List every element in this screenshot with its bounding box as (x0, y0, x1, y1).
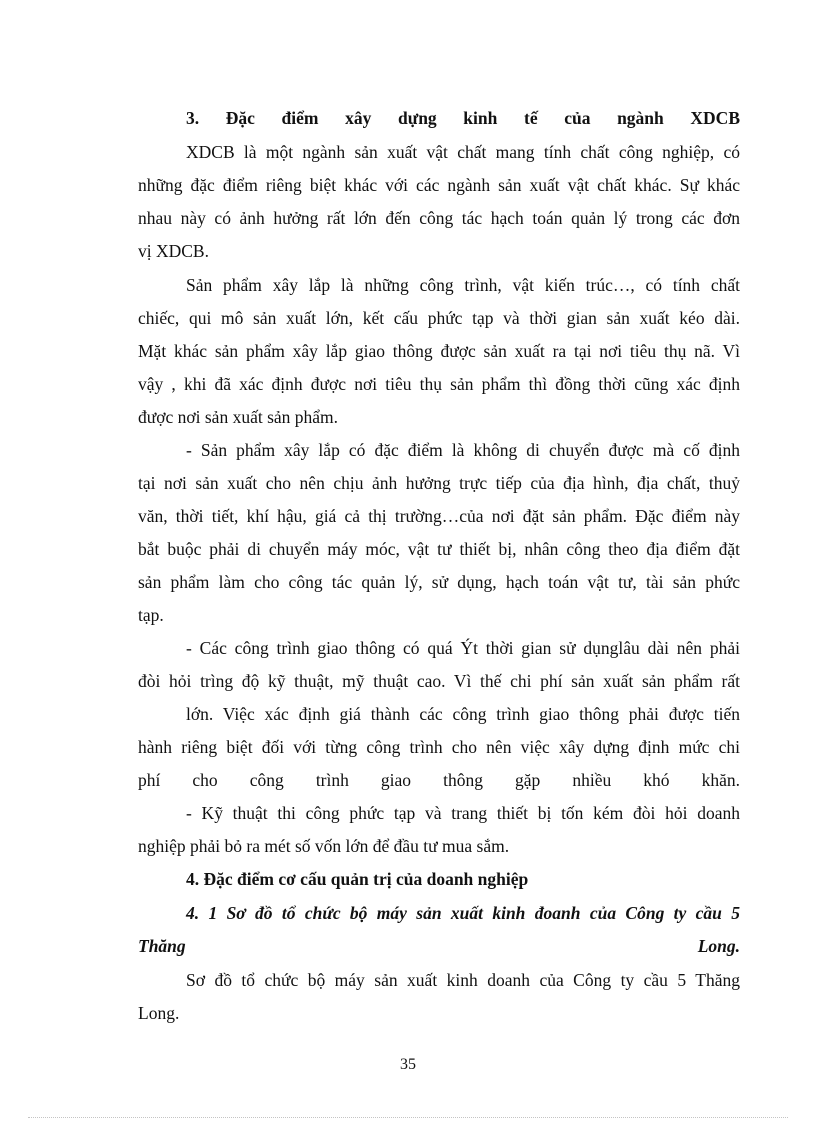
page-number: 35 (400, 1056, 416, 1073)
section-heading-3: 3. Đặc điểm xây dựng kinh tế của ngành XDCB (186, 108, 740, 128)
paragraph-line: sản phẩm làm cho công tác quản lý, sử dụng, hạch toán vật tư, tài sản phức (138, 572, 740, 592)
paragraph-line: văn, thời tiết, khí hậu, giá cả thị trường…của nơi đặt sản phẩm. Đặc điểm này (138, 506, 740, 526)
paragraph-line: Long. (138, 1003, 180, 1023)
paragraph-line: hành riêng biệt đối với từng công trình cho nên việc xây dựng định mức chi (138, 737, 740, 757)
section-heading-4: 4. Đặc điểm cơ cấu quản trị của doanh nghiệp (186, 869, 529, 889)
paragraph-line: bắt buộc phải di chuyển máy móc, vật tư thiết bị, nhân công theo địa điểm đặt (138, 539, 740, 559)
paragraph-line: tạp. (138, 605, 164, 625)
paragraph-line: chiếc, qui mô sản xuất lớn, kết cấu phức tạp và thời gian sản xuất kéo dài. (138, 308, 740, 328)
subsection-heading-word: Long. (697, 936, 740, 956)
paragraph-line: - Sản phẩm xây lắp có đặc điểm là không di chuyển được mà cố định (186, 440, 740, 460)
paragraph-line: nhau này có ảnh hưởng rất lớn đến công tác hạch toán quản lý trong các đơn (138, 208, 740, 228)
subsection-heading: 4. 1 Sơ đồ tổ chức bộ máy sản xuất kinh đoanh của Công ty cầu 5 (186, 903, 740, 923)
page-bottom-border (28, 1117, 788, 1118)
paragraph-line: vậy , khi đã xác định được nơi tiêu thụ sản phẩm thì đồng thời cũng xác định (138, 374, 740, 394)
paragraph-line: vị XDCB. (138, 241, 209, 261)
paragraph-line: - Các công trình giao thông có quá Ýt thời gian sử dụnglâu dài nên phải (186, 638, 740, 658)
paragraph-line: Sản phẩm xây lắp là những công trình, vật kiến trúc…, có tính chất (186, 275, 740, 295)
paragraph-line: XDCB là một ngành sản xuất vật chất mang tính chất công nghiệp, có (186, 142, 740, 162)
paragraph-line: Mặt khác sản phẩm xây lắp giao thông được sản xuất ra tại nơi tiêu thụ nã. Vì (138, 341, 740, 361)
paragraph-line: được nơi sản xuất sản phẩm. (138, 407, 339, 427)
subsection-heading-word: Thăng (138, 936, 186, 956)
paragraph-line: Sơ đồ tổ chức bộ máy sản xuất kinh doanh của Công ty cầu 5 Thăng (186, 970, 740, 990)
paragraph-line: những đặc điểm riêng biệt khác với các ngành sản xuất vật chất khác. Sự khác (138, 175, 740, 195)
paragraph-line: - Kỹ thuật thi công phức tạp và trang thiết bị tốn kém đòi hỏi doanh (186, 803, 740, 823)
paragraph-line: phí cho công trình giao thông gặp nhiều khó khăn. (138, 770, 740, 790)
paragraph-line: nghiệp phải bỏ ra mét số vốn lớn để đầu tư mua sắm. (138, 836, 510, 856)
paragraph-line: tại nơi sản xuất cho nên chịu ảnh hưởng trực tiếp của địa hình, địa chất, thuỷ (138, 473, 740, 493)
paragraph-line: lớn. Việc xác định giá thành các công trình giao thông phải được tiến (186, 704, 740, 724)
paragraph-line: đòi hỏi trìng độ kỹ thuật, mỹ thuật cao. Vì thế chi phí sản xuất sản phẩm rất (138, 671, 740, 691)
